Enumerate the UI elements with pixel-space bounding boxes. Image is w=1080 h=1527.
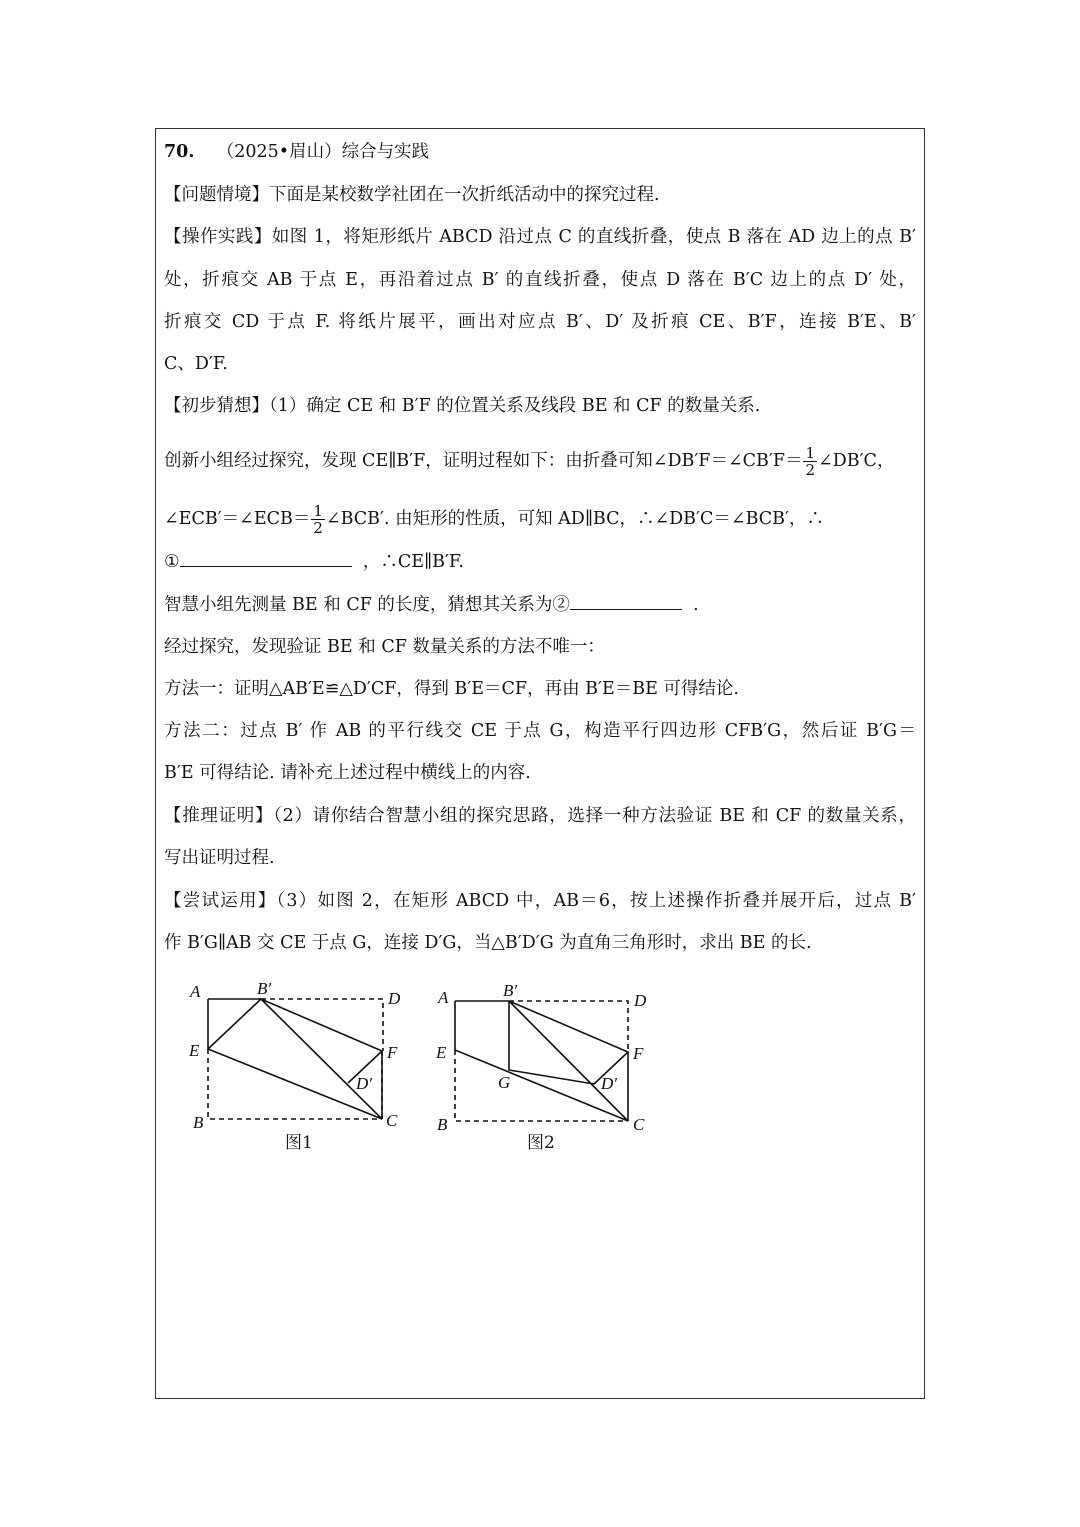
text-segment: . [693,595,699,615]
label-b: B [437,1115,448,1134]
label-e: E [436,1043,447,1062]
text-segment: ，∴CE∥B′F. [362,552,464,572]
fraction-denominator: 2 [313,519,323,537]
label-d: D [634,991,647,1010]
text-segment: ∠DB′C， [818,451,895,471]
text-line: 作 B′G∥AB 交 CE 于点 G，连接 D′G，当△B′D′G 为直角三角形时，求出 BE 的长. [164,933,812,953]
label-e: E [189,1041,200,1060]
label-a: A [190,982,201,1001]
blank-marker: ① [164,552,180,572]
fraction-numerator: 1 [805,444,816,462]
text-segment: 创新小组经过探究，发现 CE∥B′F，证明过程如下：由折叠可知∠DB′F＝∠CB′F＝ [164,451,803,471]
figure-1-labels [188,979,401,1132]
figure-2-labels [435,981,647,1134]
text-segment: ∠ECB′＝∠ECB＝ [164,509,311,529]
label-c: C [633,1115,645,1134]
label-f: F [633,1044,644,1063]
text-segment: 智慧小组先测量 BE 和 CF 的长度，猜想其关系为 [164,595,553,615]
fraction-denominator: 2 [805,461,816,479]
problem-number: 70. [164,142,195,162]
text-segment: ∠BCB′. 由矩形的性质，可知 AD∥BC，∴∠DB′C＝∠BCB′，∴ [325,509,824,529]
label-f: F [387,1043,398,1062]
label-d-prime: D′ [601,1074,617,1093]
label-b-prime: B′ [503,981,518,1000]
text-line: 【推理证明】（2）请你结合智慧小组的探究思路，选择一种方法验证 BE 和 CF 的数量关系， [164,806,916,826]
text-line: 写出证明过程. [164,848,275,868]
figure-1 [208,999,383,1119]
text-line: C、D′F. [164,354,228,374]
text-line: 处，折痕交 AB 于点 E，再沿着过点 B′ 的直线折叠，使点 D 落在 B′C 边上的点 D′ 处， [164,270,916,290]
blank-marker: ② [552,595,570,615]
text-line: 【问题情境】下面是某校数学社团在一次折纸活动中的探究过程. [164,185,660,205]
text-line: 方法二：过点 B′ 作 AB 的平行线交 CE 于点 G，构造平行四边形 CFB′G，然后证 B′G＝ [164,721,916,741]
label-b-prime: B′ [257,979,272,998]
figure-2 [455,1001,628,1121]
fraction-numerator: 1 [313,502,323,520]
text-line: 【初步猜想】（1）确定 CE 和 B′F 的位置关系及线段 BE 和 CF 的数量关系. [164,396,761,416]
label-g: G [498,1073,511,1092]
figure-1-caption: 图1 [285,1133,313,1153]
text-line: B′E 可得结论. 请补充上述过程中横线上的内容. [164,763,531,783]
text-line: 【操作实践】如图 1，将矩形纸片 ABCD 沿过点 C 的直线折叠，使点 B 落在 AD 边上的点 B′ [164,227,916,247]
figure-2-caption: 图2 [527,1133,555,1153]
problem-source: （2025•眉山）综合与实践 [216,142,430,162]
label-b: B [193,1113,204,1132]
label-c: C [386,1111,398,1130]
text-line: 【尝试运用】（3）如图 2，在矩形 ABCD 中，AB＝6，按上述操作折叠并展开后，过点 B′ [164,891,916,911]
text-line: 经过探究，发现验证 BE 和 CF 数量关系的方法不唯一： [164,637,605,657]
label-a: A [438,988,449,1007]
text-line: 方法一：证明△AB′E≌△D′CF，得到 B′E＝CF，再由 B′E＝BE 可得结论. [164,679,739,699]
label-d-prime: D′ [356,1074,372,1093]
text-line: 折痕交 CD 于点 F. 将纸片展平，画出对应点 B′、D′ 及折痕 CE、B′F，连接 B′E、B′ [164,312,916,332]
label-d: D [388,989,401,1008]
